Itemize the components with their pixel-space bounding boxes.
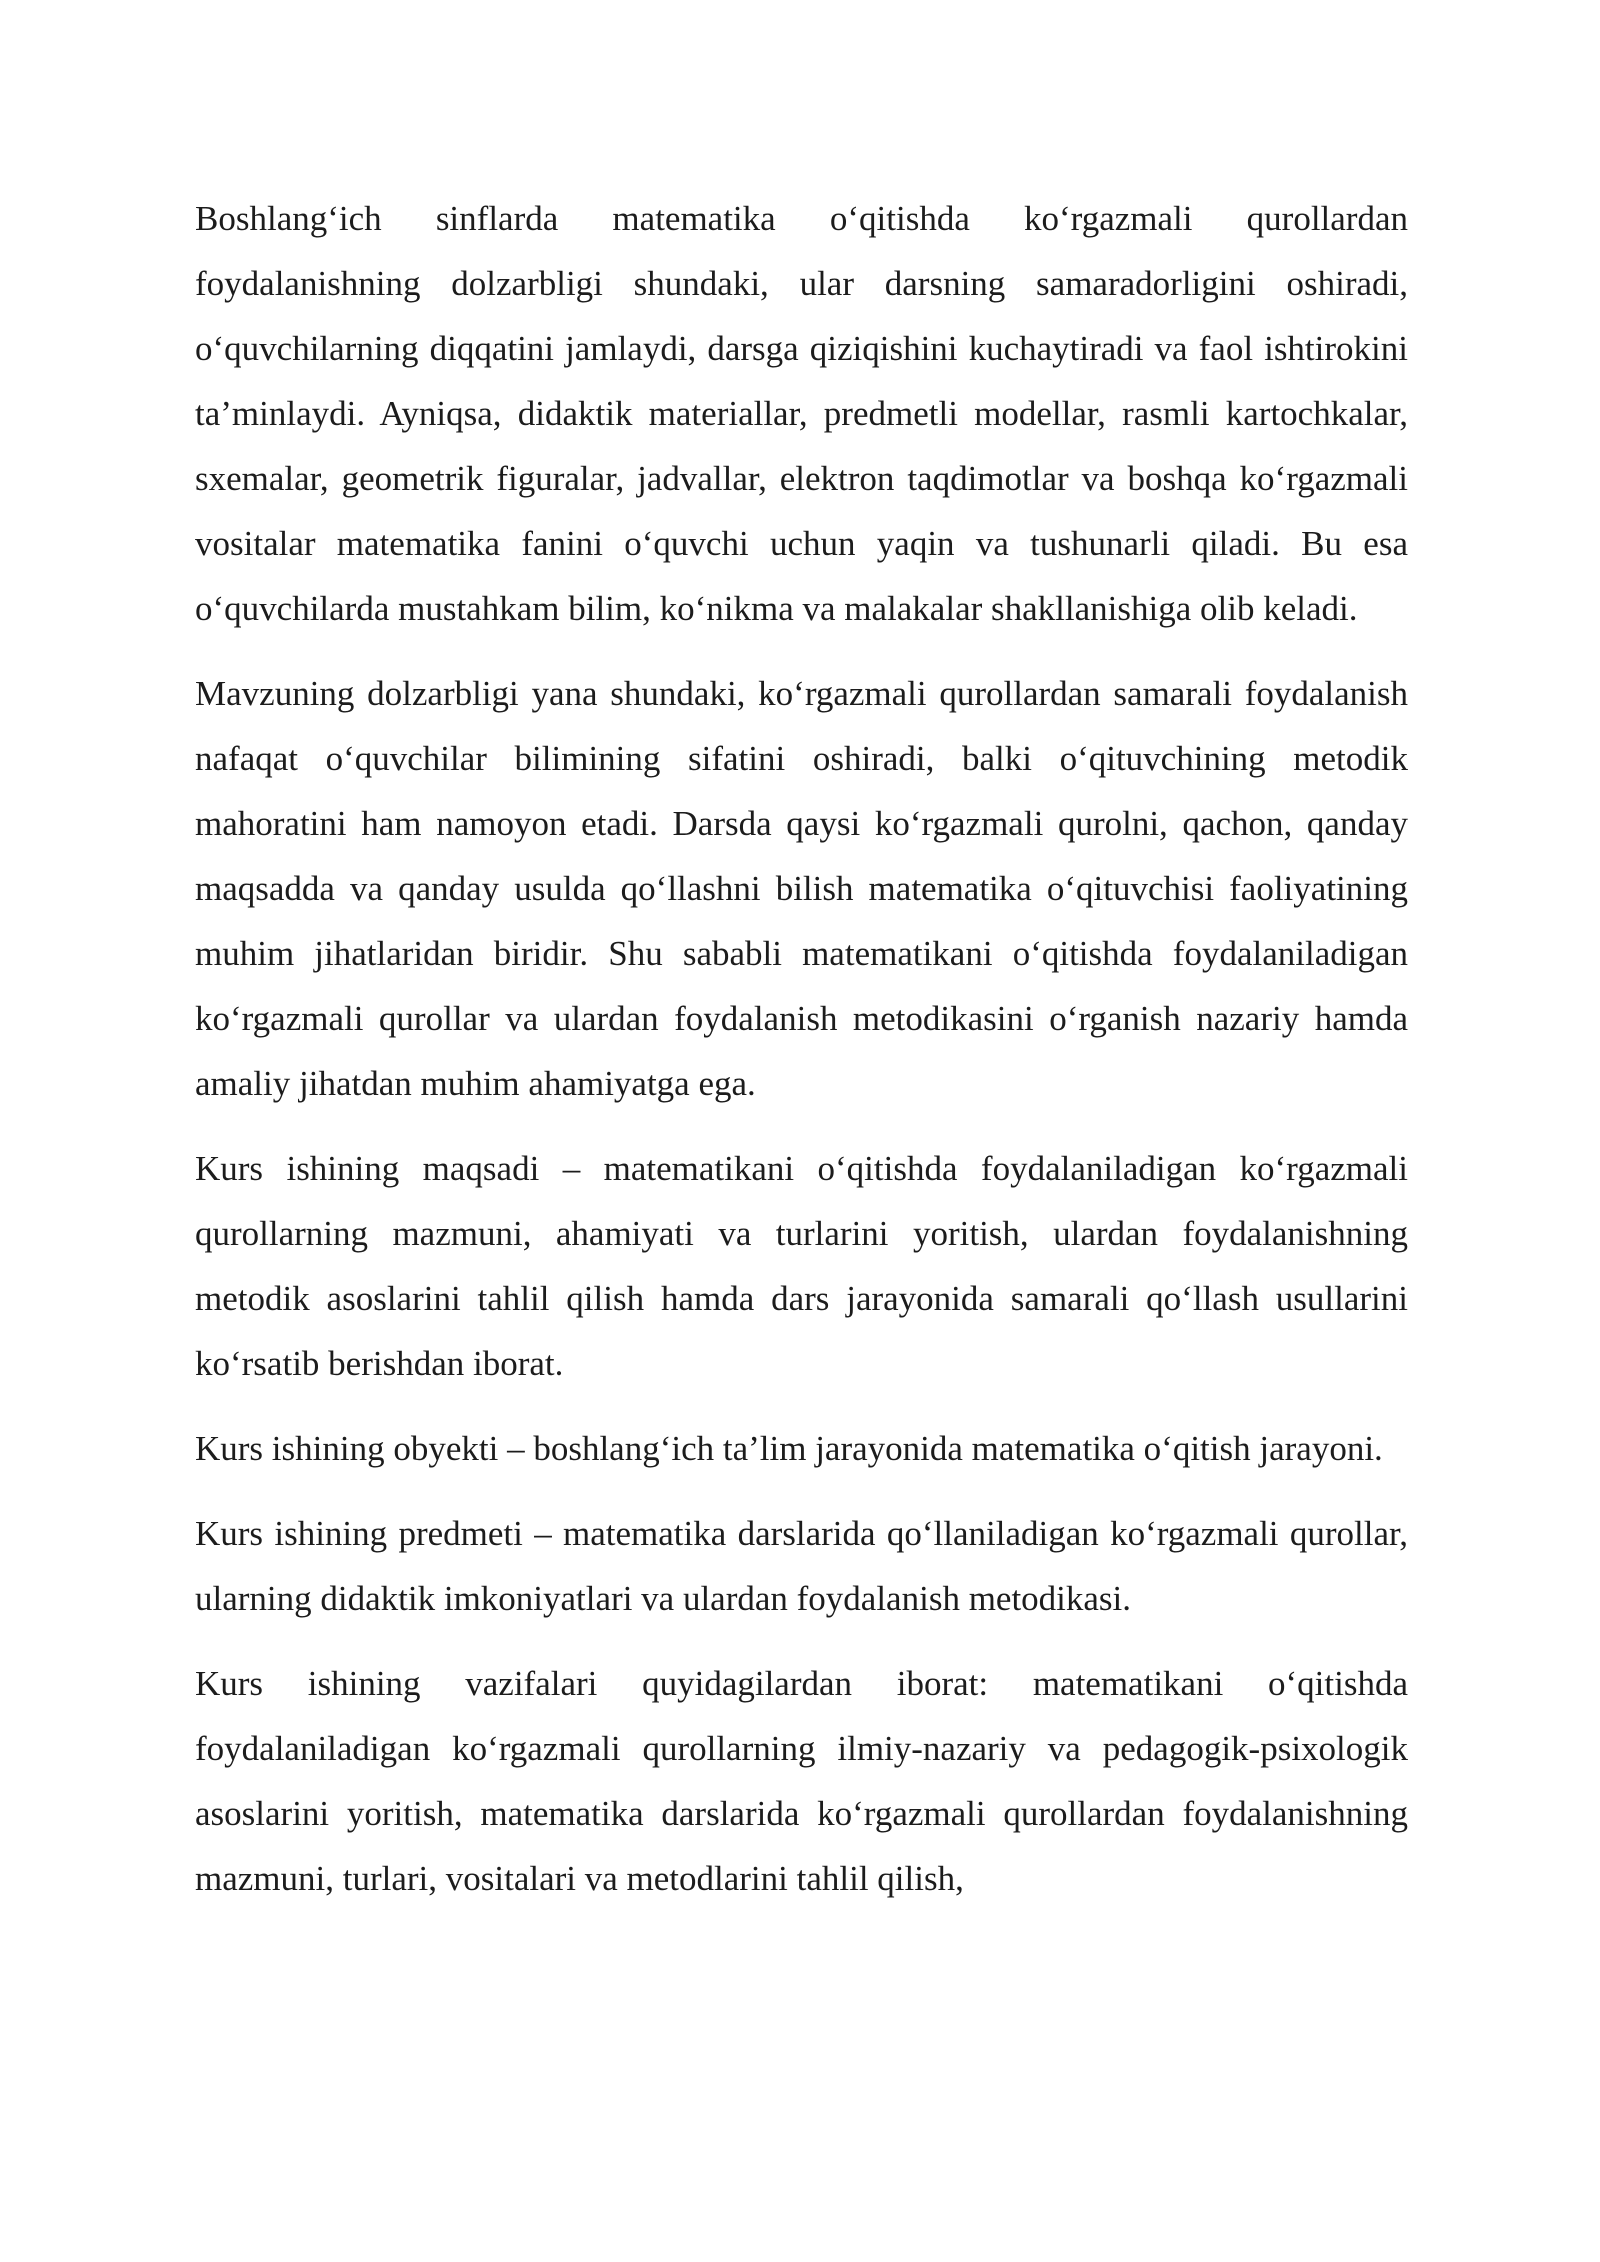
paragraph-object: Kurs ishining obyekti – boshlang‘ich ta’lim jarayonida matematika o‘qitish jarayoni. [195, 1429, 1383, 1468]
paragraph-relevance: Boshlang‘ich sinflarda matematika o‘qitishda ko‘rgazmali qurollardan foydalanishning dolzarbligi shundaki, ular darsning samaradorligini oshiradi, o‘quvchilarning diqqatini jamlaydi, darsga qiziqishini kuchaytiradi va faol ishtirokini ta’minlaydi. Ayniqsa, didaktik materiallar, predmetli modellar, rasmli kartochkalar, sxemalar, geometrik figuralar, jadvallar, elektron taqdimotlar va boshqa ko‘rgazmali vositalar matematika fanini o‘quvchi uchun yaqin va tushunarli qiladi. Bu esa o‘quvchilarda mustahkam bilim, ko‘nikma va malakalar shakllanishiga olib keladi. [195, 199, 1408, 628]
paragraph-subject: Kurs ishining predmeti – matematika darslarida qo‘llaniladigan ko‘rgazmali qurollar, ularning didaktik imkoniyatlari va ulardan foydalanish metodikasi. [195, 1514, 1408, 1618]
paragraph-goal: Kurs ishining maqsadi – matematikani o‘qitishda foydalaniladigan ko‘rgazmali qurollarning mazmuni, ahamiyati va turlarini yoritish, ulardan foydalanishning metodik asoslarini tahlil qilish hamda dars jarayonida samarali qo‘llash usullarini ko‘rsatib berishdan iborat. [195, 1149, 1408, 1383]
document-body [195, 186, 1408, 1931]
paragraph-tasks: Kurs ishining vazifalari quyidagilardan iborat: matematikani o‘qitishda foydalaniladigan ko‘rgazmali qurollarning ilmiy-nazariy va pedagogik-psixologik asoslarini yoritish, matematika darslarida ko‘rgazmali qurollardan foydalanishning mazmuni, turlari, vositalari va metodlarini tahlil qilish, [195, 1664, 1408, 1898]
paragraph-topic-relevance: Mavzuning dolzarbligi yana shundaki, ko‘rgazmali qurollardan samarali foydalanish nafaqat o‘quvchilar bilimining sifatini oshiradi, balki o‘qituvchining metodik mahoratini ham namoyon etadi. Darsda qaysi ko‘rgazmali qurolni, qachon, qanday maqsadda va qanday usulda qo‘llashni bilish matematika o‘qituvchisi faoliyatining muhim jihatlaridan biridir. Shu sababli matematikani o‘qitishda foydalaniladigan ko‘rgazmali qurollar va ulardan foydalanish metodikasini o‘rganish nazariy hamda amaliy jihatdan muhim ahamiyatga ega. [195, 674, 1408, 1103]
